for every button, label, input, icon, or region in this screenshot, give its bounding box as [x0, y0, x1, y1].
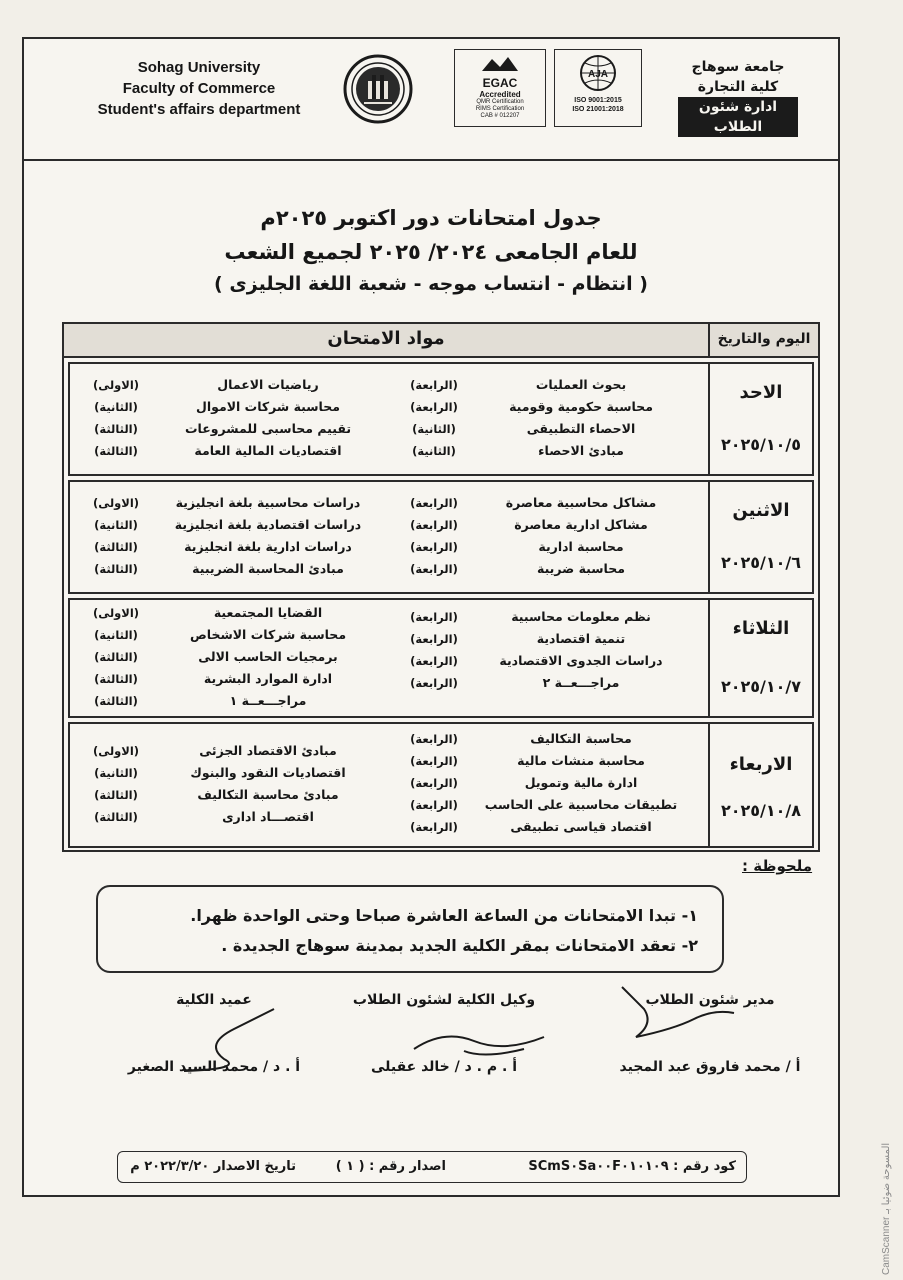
subject-level: (الرابعة) — [410, 540, 458, 554]
subject-name: اقتصـــاد ادارى — [222, 809, 314, 824]
subjects-column-left — [70, 374, 395, 462]
footer-date: تاريخ الاصدار ٢٠٢٢/٣/٢٠ م — [130, 1159, 296, 1174]
subject-level: (الرابعة) — [410, 776, 458, 790]
subject-line — [70, 602, 395, 624]
subject-name: مبادئ الاقتصاد الجزئى — [199, 743, 337, 758]
subjects-column-right — [388, 606, 708, 694]
day-name: الثلاثاء — [732, 618, 790, 639]
subject-name: اقتصاديات المالية العامة — [194, 443, 342, 458]
day-date: ٢٠٢٥/١٠/٧ — [720, 677, 802, 696]
handwritten-signature-icon — [164, 999, 294, 1079]
subject-line — [388, 750, 708, 772]
subject-name: اقتصاد قياسى تطبيقى — [510, 819, 652, 834]
subject-name: تقييم محاسبى للمشروعات — [184, 421, 352, 436]
subjects-column-left — [70, 492, 395, 580]
department-name-ar: ادارة شئون الطلاب — [678, 97, 798, 137]
header-subjects: مواد الامتحان — [64, 324, 708, 356]
university-seal-logo — [342, 53, 414, 125]
subject-line — [388, 772, 708, 794]
day-cell — [708, 724, 812, 846]
letterhead — [24, 39, 838, 161]
subject-line — [70, 536, 395, 558]
department-name: Student's affairs department — [97, 101, 301, 118]
subject-name: محاسبة شركات الاموال — [195, 399, 340, 414]
subject-level: (الرابعة) — [410, 610, 458, 624]
subject-name: ادارة مالية وتمويل — [524, 775, 638, 790]
day-name: الاحد — [739, 382, 783, 403]
footer-code: كود رقم : SCmS٠Sa٠٠F٠١٠١٠٩ — [528, 1159, 736, 1174]
subject-level: (الثالثة) — [94, 672, 138, 686]
subject-line — [388, 374, 708, 396]
subject-level: (الاولى) — [92, 744, 140, 758]
subject-name: مبادئ الاحصاء — [538, 443, 624, 458]
table-header — [64, 324, 818, 358]
subjects-column-right — [388, 374, 708, 462]
document-frame — [22, 37, 840, 1197]
subject-level: (الرابعة) — [410, 798, 458, 812]
subject-name: محاسبة التكاليف — [530, 731, 632, 746]
subjects-column-left — [70, 602, 395, 712]
signature-role: وكيل الكلية لشئون الطلاب — [352, 992, 536, 1008]
subject-name: الاحصاء التطبيقى — [526, 421, 636, 436]
subject-level: (الرابعة) — [410, 820, 458, 834]
signature-role: عميد الكلية — [176, 992, 252, 1008]
subject-line — [388, 492, 708, 514]
subject-level: (الرابعة) — [410, 400, 458, 414]
subject-name: اقتصاديات النقود والبنوك — [190, 765, 346, 780]
subject-level: (الثالثة) — [94, 788, 138, 802]
subject-line — [70, 624, 395, 646]
faculty-name: Faculty of Commerce — [122, 80, 276, 97]
subject-line — [70, 558, 395, 580]
note-item: ١- تبدا الامتحانات من الساعة العاشرة صباحا وحتى الواحدة ظهرا. — [190, 906, 698, 925]
subject-line — [70, 784, 395, 806]
subject-line — [388, 418, 708, 440]
exam-schedule-table — [62, 322, 820, 852]
subject-level: (الثالثة) — [94, 650, 138, 664]
signature-name: أ / محمد فاروق عبد المجيد — [619, 1059, 801, 1075]
subject-line — [388, 606, 708, 628]
aja-name: AJA — [587, 69, 609, 80]
subject-level: (الرابعة) — [410, 378, 458, 392]
aja-iso-logo — [554, 49, 642, 127]
subject-line — [70, 668, 395, 690]
subject-level: (الثالثة) — [94, 444, 138, 458]
egac-line: QMR Certification — [476, 99, 524, 105]
egac-sub: Accredited — [479, 90, 521, 99]
subject-level: (الثانية) — [94, 628, 138, 642]
faculty-name-ar: كلية التجارة — [697, 79, 779, 95]
university-name: Sohag University — [137, 59, 261, 76]
notes-label: ملحوظة : — [742, 857, 813, 875]
subject-line — [388, 672, 708, 694]
subject-level: (الاولى) — [92, 378, 140, 392]
subject-level: (الرابعة) — [410, 562, 458, 576]
subject-line — [70, 396, 395, 418]
document-footer — [117, 1151, 747, 1183]
subjects-column-right — [388, 728, 708, 838]
subject-line — [70, 740, 395, 762]
day-date: ٢٠٢٥/١٠/٥ — [720, 435, 802, 454]
subject-level: (الثانية) — [412, 422, 456, 436]
subject-name: دراسات ادارية بلغة انجليزية — [184, 539, 352, 554]
subject-line — [388, 536, 708, 558]
subject-line — [70, 374, 395, 396]
table-row — [68, 598, 814, 718]
subject-line — [70, 806, 395, 828]
subject-level: (الثانية) — [94, 400, 138, 414]
day-cell — [708, 482, 812, 592]
subject-level: (الرابعة) — [410, 632, 458, 646]
notes-box — [96, 885, 724, 973]
subject-name: برمجيات الحاسب الالى — [198, 649, 338, 664]
day-cell — [708, 364, 812, 474]
subject-name: مشاكل ادارية معاصرة — [514, 517, 648, 532]
subject-level: (الثانية) — [94, 766, 138, 780]
subject-name: ادارة الموارد البشرية — [203, 671, 333, 686]
egac-line: RIMS Certification — [475, 106, 525, 112]
table-row — [68, 480, 814, 594]
handwritten-signature-icon — [614, 979, 744, 1049]
subject-line — [388, 728, 708, 750]
subject-line — [70, 646, 395, 668]
footer-issue: اصدار رقم : ( ١ ) — [335, 1159, 446, 1174]
title-line: جدول امتحانات دور اكتوبر ٢٠٢٥م — [260, 206, 602, 230]
day-name: الاثنين — [732, 500, 790, 521]
subject-line — [70, 492, 395, 514]
day-cell — [708, 600, 812, 716]
subject-line — [388, 514, 708, 536]
university-name-ar: جامعة سوهاج — [691, 59, 785, 75]
scanner-watermark: CamScanner المسوحة ضوئيا بـ — [881, 1142, 892, 1275]
day-date: ٢٠٢٥/١٠/٨ — [720, 801, 802, 820]
subject-name: محاسبة ضريبة — [536, 561, 625, 576]
signature-name: أ . د / محمد السيد الصغير — [127, 1059, 301, 1075]
subject-name: مبادئ المحاسبة الضريبية — [192, 561, 344, 576]
header-day-date: اليوم والتاريخ — [708, 324, 818, 356]
subject-line — [70, 762, 395, 784]
egac-accreditation-logo — [454, 49, 546, 127]
subject-line — [388, 794, 708, 816]
subject-level: (الرابعة) — [410, 754, 458, 768]
subject-line — [388, 628, 708, 650]
subject-level: (الثانية) — [94, 518, 138, 532]
day-name: الاربعاء — [729, 754, 793, 775]
subject-level: (الثالثة) — [94, 422, 138, 436]
subject-level: (الثالثة) — [94, 694, 138, 708]
subject-line — [70, 690, 395, 712]
university-name-arabic — [678, 57, 798, 137]
subject-level: (الثالثة) — [94, 562, 138, 576]
subject-line — [388, 396, 708, 418]
subject-level: (الرابعة) — [410, 654, 458, 668]
subject-name: مشاكل محاسبية معاصرة — [505, 495, 657, 510]
subject-name: محاسبة منشات مالية — [517, 753, 645, 768]
subject-line — [388, 816, 708, 838]
subject-name: محاسبة حكومية وقومية — [509, 399, 653, 414]
signature-role: مدير شئون الطلاب — [645, 992, 775, 1008]
subject-name: مراجـــعــة ٢ — [542, 675, 620, 690]
aja-line: ISO 21001:2018 — [572, 106, 624, 113]
subject-name: مبادئ محاسبة التكاليف — [197, 787, 339, 802]
subject-name: بحوث العمليات — [535, 377, 627, 392]
note-item: ٢- تعقد الامتحانات بمقر الكلية الجديد بمدينة سوهاج الجديدة . — [221, 936, 698, 955]
subject-name: محاسبة ادارية — [538, 539, 624, 554]
subject-line — [388, 650, 708, 672]
subject-level: (الثانية) — [412, 444, 456, 458]
subject-name: محاسبة شركات الاشخاص — [189, 627, 347, 642]
subject-name: دراسات محاسبية بلغة انجليزية — [175, 495, 361, 510]
subject-level: (الثالثة) — [94, 810, 138, 824]
aja-line: ISO 9001:2015 — [574, 97, 622, 104]
subject-name: تطبيقات محاسبية على الحاسب — [484, 797, 678, 812]
subject-name: تنمية اقتصادية — [536, 631, 626, 646]
handwritten-signature-icon — [404, 1019, 564, 1069]
subject-line — [388, 440, 708, 462]
subject-level: (الاولى) — [92, 496, 140, 510]
document-title — [24, 201, 838, 299]
subject-line — [70, 440, 395, 462]
title-line: ( انتظام - انتساب موجه - شعبة اللغة الجليزى ) — [214, 273, 648, 295]
subject-name: نظم معلومات محاسبية — [511, 609, 651, 624]
subject-name: دراسات اقتصادية بلغة انجليزية — [174, 517, 362, 532]
subject-level: (الرابعة) — [410, 496, 458, 510]
subject-level: (الرابعة) — [410, 518, 458, 532]
egac-name: EGAC — [482, 76, 518, 90]
subject-line — [70, 514, 395, 536]
subject-line — [70, 418, 395, 440]
subject-name: القضايا المجتمعية — [213, 605, 323, 620]
subject-name: مراجـــعــة ١ — [229, 693, 307, 708]
subject-name: رياضيات الاعمال — [217, 377, 319, 392]
title-line: للعام الجامعى ٢٠٢٤/ ٢٠٢٥ لجميع الشعب — [224, 240, 638, 264]
egac-line: CAB # 012207 — [480, 113, 520, 119]
subject-name: دراسات الجدوى الاقتصادية — [499, 653, 663, 668]
subject-line — [388, 558, 708, 580]
subject-level: (الرابعة) — [410, 676, 458, 690]
subject-level: (الرابعة) — [410, 732, 458, 746]
signature-name: أ . م . د / خالد عقيلى — [370, 1059, 518, 1075]
table-row — [68, 722, 814, 848]
subject-level: (الثالثة) — [94, 540, 138, 554]
subject-level: (الاولى) — [92, 606, 140, 620]
subjects-column-right — [388, 492, 708, 580]
day-date: ٢٠٢٥/١٠/٦ — [720, 553, 802, 572]
table-row — [68, 362, 814, 476]
university-name-english — [79, 57, 319, 120]
subjects-column-left — [70, 740, 395, 828]
